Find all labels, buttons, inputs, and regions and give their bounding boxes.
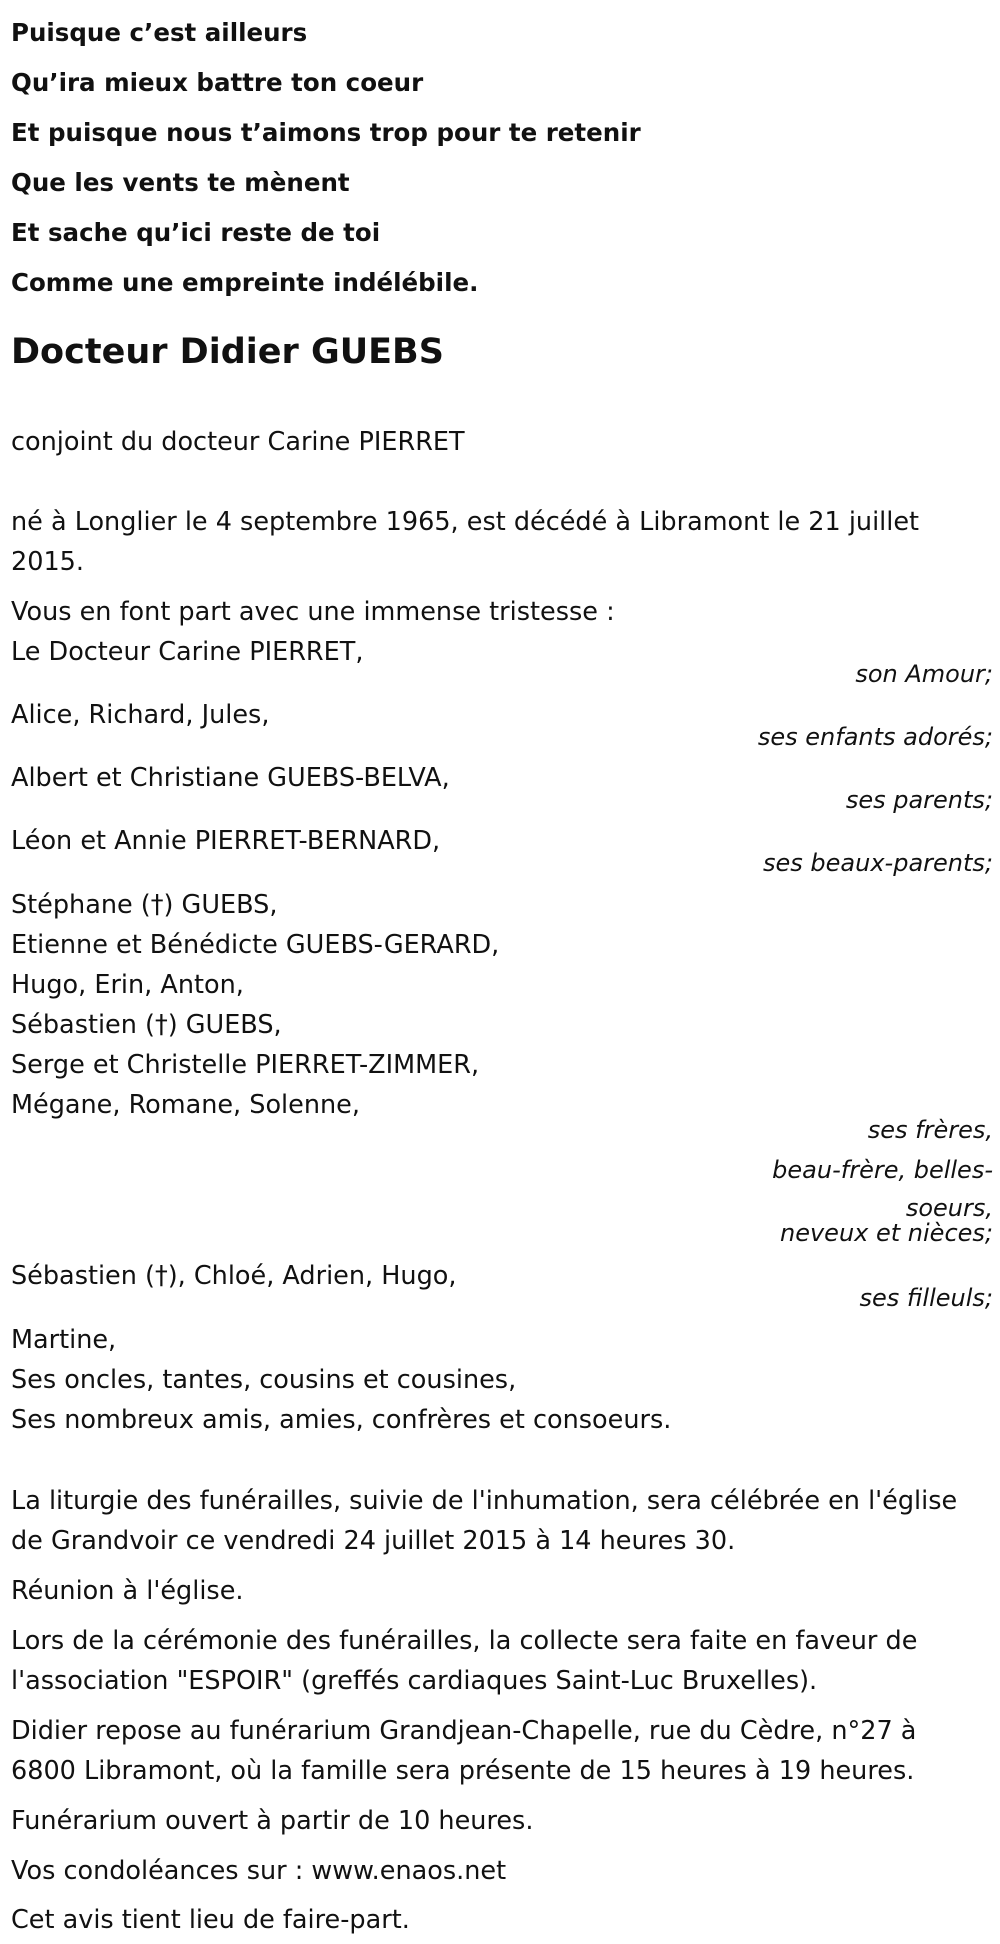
condolences-line: Vos condoléances sur : www.enaos.net [11,1856,507,1886]
siblings-role-4: neveux et nièces; [780,1219,993,1247]
collection-line-2: l'association "ESPOIR" (greffés cardiaques Saint-Luc Bruxelles). [11,1666,818,1696]
liturgy-line-2: de Grandvoir ce vendredi 24 juillet 2015 à 14 heures 30. [11,1526,736,1556]
children-names: Alice, Richard, Jules, [11,700,270,730]
notice-line: Cet avis tient lieu de faire-part. [11,1905,410,1935]
siblings-role-2: beau-frère, belles- [772,1156,993,1184]
rest-line-2: 6800 Libramont, où la famille sera présente de 15 heures à 19 heures. [11,1756,915,1786]
spouse-line: conjoint du docteur Carine PIERRET [11,427,465,457]
sibling-line: Hugo, Erin, Anton, [11,970,244,1000]
poem [11,8,991,308]
collection-line-1: Lors de la cérémonie des funérailles, la collecte sera faite en faveur de [11,1626,918,1656]
inlaws-names: Léon et Annie PIERRET-BERNARD, [11,826,441,856]
parents-role: ses parents; [845,786,993,814]
liturgy-line-1: La liturgie des funérailles, suivie de l'inhumation, sera célébrée en l'église [11,1486,958,1516]
poem-line: Qu’ira mieux battre ton coeur [11,68,424,97]
rest-line-1: Didier repose au funérarium Grandjean-Chapelle, rue du Cèdre, n°27 à [11,1716,917,1746]
announce-line: Vous en font part avec une immense tristesse : [11,597,615,627]
birth-line-1: né à Longlier le 4 septembre 1965, est décédé à Libramont le 21 juillet [11,507,920,537]
other-family-line: Ses oncles, tantes, cousins et cousines, [11,1365,517,1395]
siblings-role-3: soeurs, [905,1194,993,1222]
deceased-name: Docteur Didier GUEBS [11,332,444,372]
wife-name: Le Docteur Carine PIERRET, [11,637,364,667]
sibling-line: Serge et Christelle PIERRET-ZIMMER, [11,1050,480,1080]
sibling-line: Mégane, Romane, Solenne, [11,1090,360,1120]
other-family-line: Ses nombreux amis, amies, confrères et consoeurs. [11,1405,672,1435]
poem-line: Puisque c’est ailleurs [11,18,308,47]
siblings-role-1: ses frères, [867,1116,993,1144]
sibling-line: Etienne et Bénédicte GUEBS-GERARD, [11,930,500,960]
parents-names: Albert et Christiane GUEBS-BELVA, [11,763,450,793]
funerarium-hours: Funérarium ouvert à partir de 10 heures. [11,1806,534,1836]
meeting-line: Réunion à l'église. [11,1576,244,1606]
poem-line: Et sache qu’ici reste de toi [11,218,381,247]
sibling-line: Sébastien (†) GUEBS, [11,1010,282,1040]
sibling-line: Stéphane (†) GUEBS, [11,890,278,920]
poem-line: Comme une empreinte indélébile. [11,268,479,297]
godchildren-role: ses filleuls; [859,1284,993,1312]
godchildren-names: Sébastien (†), Chloé, Adrien, Hugo, [11,1261,457,1291]
wife-role: son Amour; [855,660,993,688]
birth-line-2: 2015. [11,547,85,577]
inlaws-role: ses beaux-parents; [763,849,993,877]
poem-line: Que les vents te mènent [11,168,350,197]
other-family-line: Martine, [11,1325,117,1355]
children-role: ses enfants adorés; [757,723,993,751]
poem-line: Et puisque nous t’aimons trop pour te retenir [11,118,641,147]
